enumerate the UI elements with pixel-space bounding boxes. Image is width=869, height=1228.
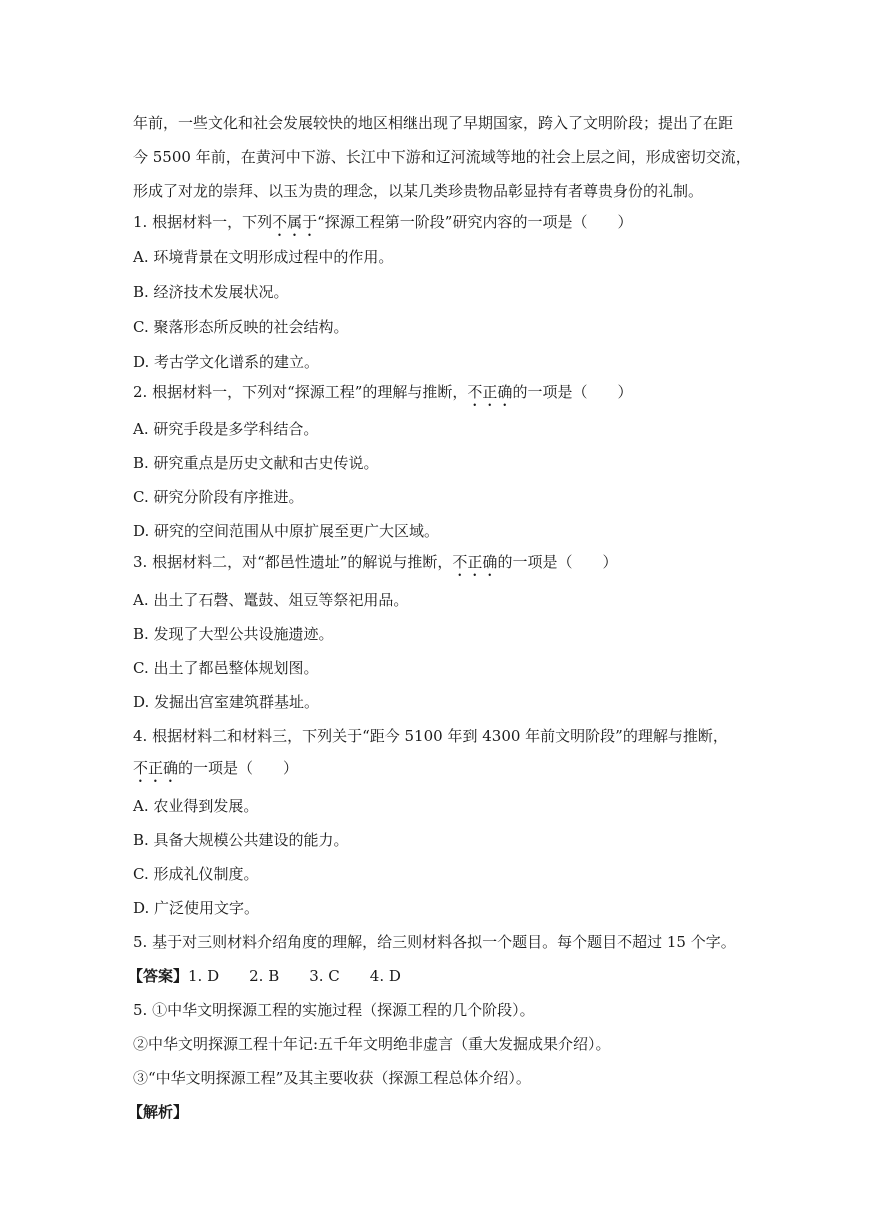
q1-option-b: B. 经济技术发展状况。 — [133, 283, 289, 301]
answer-label: 【答案】 — [128, 967, 189, 985]
q1-option-a: A. 环境背景在文明形成过程中的作用。 — [133, 248, 394, 266]
q3-option-b: B. 发现了大型公共设施遗迹。 — [133, 625, 334, 643]
q2-option-b: B. 研究重点是历史文献和古史传说。 — [133, 454, 379, 472]
passage-line-3: 形成了对龙的崇拜、以玉为贵的理念，以某几类珍贵物品彰显持有者尊贵身份的礼制。 — [133, 182, 704, 200]
passage-line-2: 今 5500 年前，在黄河中下游、长江中下游和辽河流域等地的社会上层之间，形成密切交流， — [133, 148, 751, 166]
q2-stem-post: 的一项是（ ） — [512, 383, 633, 401]
q1-stem-pre: 1. 根据材料一，下列 — [133, 213, 273, 231]
question-5-stem: 5. 基于对三则材料介绍角度的理解，给三则材料各拟一个题目。每个题目不超过 15 个字。 — [133, 933, 736, 951]
q2-option-a: A. 研究手段是多学科结合。 — [133, 420, 319, 438]
q2-option-c: C. 研究分阶段有序推进。 — [133, 488, 304, 506]
answer-line — [128, 966, 401, 986]
answer-5-line-1: 5. ①中华文明探源工程的实施过程（探源工程的几个阶段）。 — [133, 1001, 535, 1019]
answer-5-line-2: ②中华文明探源工程十年记:五千年文明绝非虚言（重大发掘成果介绍）。 — [133, 1035, 611, 1053]
analysis-label: 【解析】 — [128, 1103, 189, 1121]
q4-option-c: C. 形成礼仪制度。 — [133, 865, 259, 883]
q1-emphasis: 不属于 — [272, 213, 318, 231]
q4-stem-post: 的一项是（ ） — [178, 759, 299, 777]
q1-option-c: C. 聚落形态所反映的社会结构。 — [133, 318, 349, 336]
q4-option-b: B. 具备大规模公共建设的能力。 — [133, 831, 349, 849]
q1-option-d: D. 考古学文化谱系的建立。 — [133, 353, 320, 371]
q3-option-d: D. 发掘出宫室建筑群基址。 — [133, 693, 320, 711]
q3-stem-pre: 3. 根据材料二，对“都邑性遗址”的解说与推断， — [133, 553, 453, 571]
answer-key: 1. D 2. B 3. C 4. D — [188, 967, 401, 985]
question-2-stem — [133, 382, 632, 410]
q4-option-a: A. 农业得到发展。 — [133, 797, 259, 815]
q3-stem-post: 的一项是（ ） — [497, 553, 618, 571]
q1-stem-post: “探源工程第一阶段”研究内容的一项是（ ） — [317, 213, 633, 231]
question-1-stem — [133, 212, 632, 240]
question-4-stem-line-1: 4. 根据材料二和材料三，下列关于“距今 5100 年到 4300 年前文明阶段”的理解与推断， — [133, 727, 728, 745]
q2-emphasis: 不正确 — [467, 383, 513, 401]
q3-option-a: A. 出土了石磬、鼍鼓、俎豆等祭祀用品。 — [133, 591, 409, 609]
q2-stem-pre: 2. 根据材料一，下列对“探源工程”的理解与推断， — [133, 383, 468, 401]
question-4-stem-line-2 — [133, 758, 298, 786]
q2-option-d: D. 研究的空间范围从中原扩展至更广大区域。 — [133, 522, 440, 540]
q3-emphasis: 不正确 — [452, 553, 498, 571]
q4-emphasis: 不正确 — [133, 759, 179, 777]
passage-line-1: 年前，一些文化和社会发展较快的地区相继出现了早期国家，跨入了文明阶段；提出了在距 — [133, 114, 734, 132]
q3-option-c: C. 出土了都邑整体规划图。 — [133, 659, 319, 677]
question-3-stem — [133, 552, 617, 580]
q4-option-d: D. 广泛使用文字。 — [133, 899, 260, 917]
answer-5-line-3: ③“中华文明探源工程”及其主要收获（探源工程总体介绍）。 — [133, 1069, 531, 1087]
